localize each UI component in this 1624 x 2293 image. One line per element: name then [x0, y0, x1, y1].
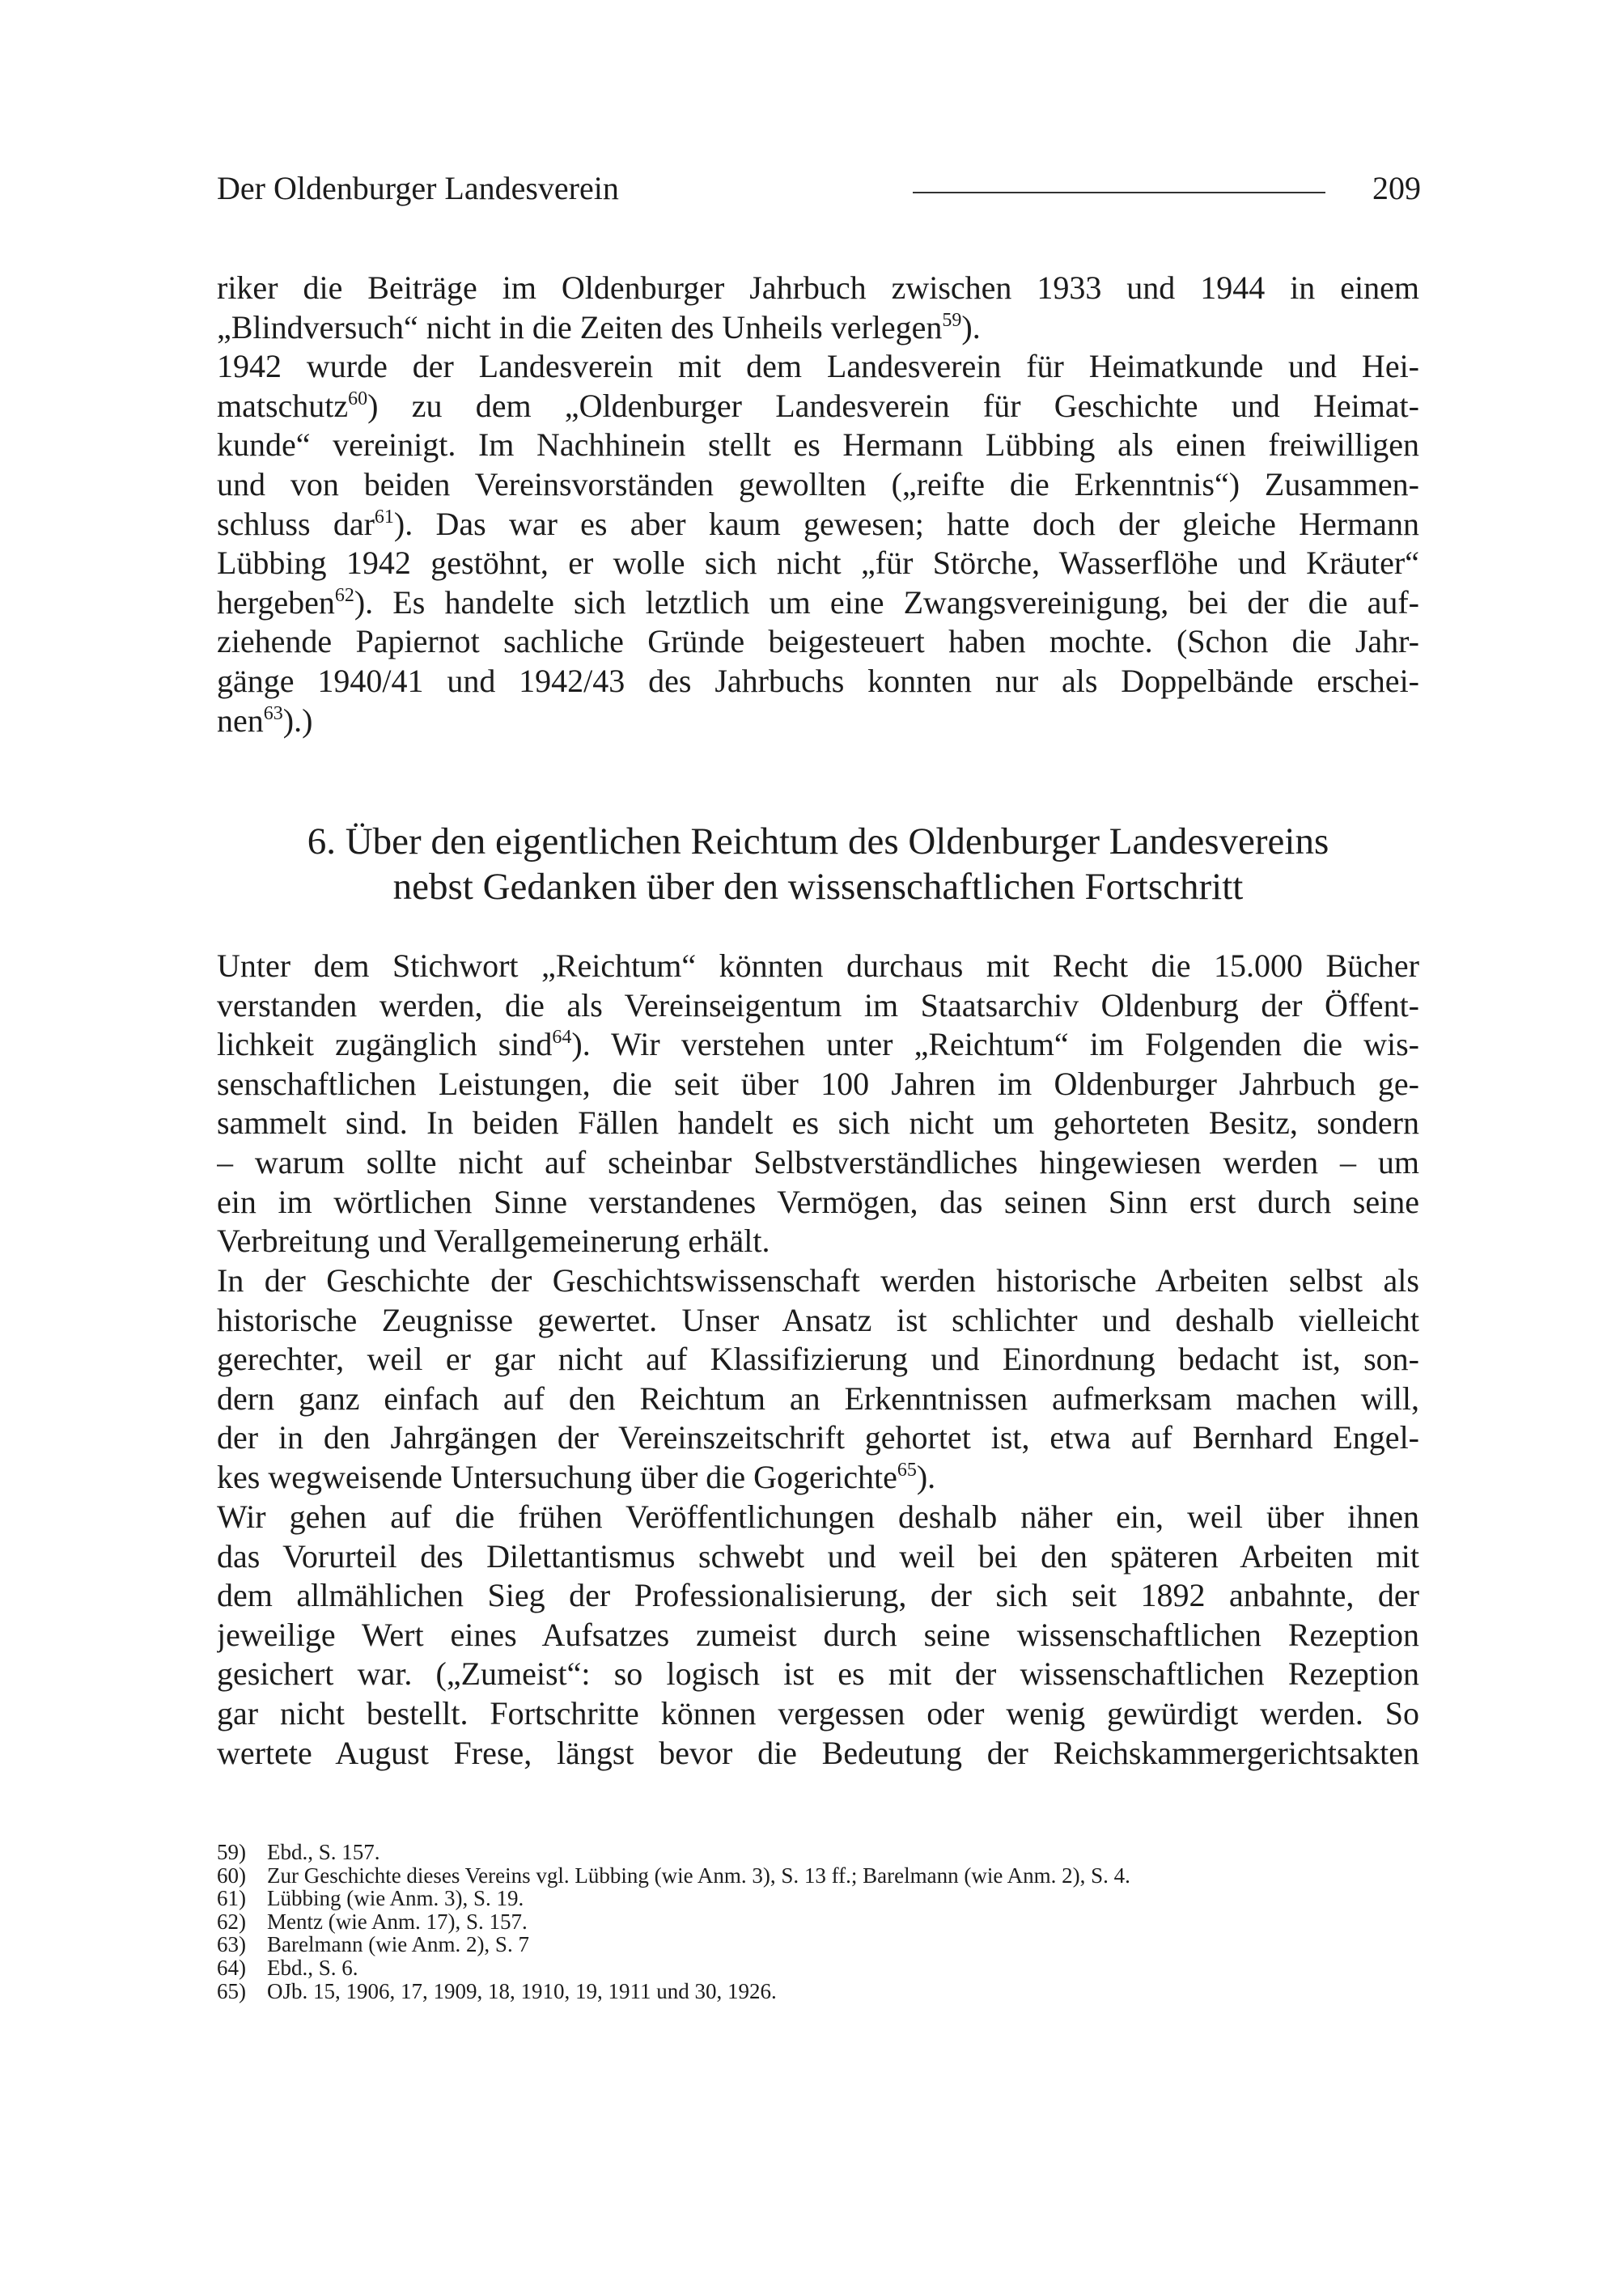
footnote-number: 63) — [217, 1932, 246, 1957]
paragraph — [217, 1498, 1419, 1773]
text-line: gänge 1940/41 und 1942/43 des Jahrbuchs konnten nur als Doppelbände erschei- — [217, 662, 1419, 699]
footnote-number: 65) — [217, 1978, 246, 2003]
footnote-ref: 60 — [348, 388, 368, 409]
text-line: kunde“ vereinigt. Im Nachhinein stellt es Hermann Lübbing als einen freiwilligen — [217, 426, 1419, 464]
footnote-text: Ebd., S. 6. — [267, 1955, 358, 1980]
text-line: senschaftlichen Leistungen, die seit über 100 Jahren im Oldenburger Jahrbuch ge- — [217, 1065, 1419, 1102]
footnote — [217, 1956, 1431, 1980]
section-heading-line: 6. Über den eigentlichen Reichtum des Oldenburger Landesvereins — [307, 820, 1329, 863]
text-line: schluss dar$^{61}$). Das war es aber kaum gewesen; hatte doch der gleiche Hermann — [217, 505, 1419, 542]
text-line: ziehende Papiernot sachliche Gründe beigesteuert haben mochte. (Schon die Jahr- — [217, 623, 1419, 660]
footnote-ref: 59 — [942, 309, 962, 331]
footnote-number: 62) — [217, 1909, 246, 1934]
text-line: lichkeit zugänglich sind$^{64}$). Wir verstehen unter „Reichtum“ im Folgenden die wis- — [217, 1026, 1419, 1063]
paragraph-continuation — [217, 269, 1419, 740]
text-line: dem allmählichen Sieg der Professionalisierung, der sich seit 1892 anbahnte, der — [217, 1577, 1419, 1614]
footnote-ref: 64 — [552, 1027, 572, 1049]
footnote-text: Zur Geschichte dieses Vereins vgl. Lübbing (wie Anm. 3), S. 13 ff.; Barelmann (wie Anm. 2), S. 4. — [267, 1863, 1130, 1888]
footnote-text: Barelmann (wie Anm. 2), S. 7 — [267, 1932, 529, 1957]
footnote-number: 61) — [217, 1886, 246, 1911]
text-line: Wir gehen auf die frühen Veröffentlichungen deshalb näher ein, weil über ihnen — [217, 1498, 1419, 1535]
paragraph — [217, 947, 1419, 1261]
running-head-rule — [913, 192, 1325, 193]
footnote — [217, 1841, 1431, 1864]
text-line: verstanden werden, die als Vereinseigentum im Staatsarchiv Oldenburg der Öffent- — [217, 986, 1419, 1024]
text-line: – warum sollte nicht auf scheinbar Selbstverständliches hingewiesen werden – um — [217, 1143, 1419, 1180]
paragraph — [217, 1261, 1419, 1498]
footnote-text: Ebd., S. 157. — [267, 1840, 380, 1864]
section-heading — [217, 819, 1419, 909]
footnote — [217, 1864, 1431, 1888]
footnote — [217, 1980, 1431, 2003]
footnote-number: 60) — [217, 1863, 246, 1888]
text-line: das Vorurteil des Dilettantismus schwebt und weil bei den späteren Arbeiten mit — [217, 1537, 1419, 1575]
text-line: dern ganz einfach auf den Reichtum an Erkenntnissen aufmerksam machen will, — [217, 1380, 1419, 1417]
footnote — [217, 1933, 1431, 1956]
text-line: 1942 wurde der Landesverein mit dem Landesverein für Heimatkunde und Hei- — [217, 348, 1419, 385]
text-line: kes wegweisende Untersuchung über die Gogerichte$^{65}$). — [217, 1458, 936, 1495]
running-head-title: Der Oldenburger Landesverein — [217, 170, 619, 206]
footnotes — [217, 1841, 1431, 2003]
footnote-text: OJb. 15, 1906, 17, 1909, 18, 1910, 19, 1911 und 30, 1926. — [267, 1978, 777, 2003]
footnote-ref: 62 — [334, 584, 354, 606]
text-line: „Blindversuch“ nicht in die Zeiten des Unheils verlegen$^{59}$). — [217, 308, 981, 345]
text-line: In der Geschichte der Geschichtswissenschaft werden historische Arbeiten selbst als — [217, 1262, 1419, 1299]
running-head — [217, 168, 1421, 209]
footnote-ref: 63 — [263, 702, 283, 724]
text-line: jeweilige Wert eines Aufsatzes zumeist durch seine wissenschaftlichen Rezeption — [217, 1616, 1419, 1653]
text-line: historische Zeugnisse gewertet. Unser Ansatz ist schlichter und deshalb vielleicht — [217, 1301, 1419, 1338]
text-line: ein im wörtlichen Sinne verstandenes Vermögen, das seinen Sinn erst durch seine — [217, 1183, 1419, 1220]
footnote-number: 64) — [217, 1955, 246, 1980]
text-line: der in den Jahrgängen der Vereinszeitschrift gehortet ist, etwa auf Bernhard Engel- — [217, 1419, 1419, 1456]
section-heading-line: nebst Gedanken über den wissenschaftlichen Fortschritt — [392, 866, 1244, 908]
footnote-text: Lübbing (wie Anm. 3), S. 19. — [267, 1886, 524, 1911]
text-line: riker die Beiträge im Oldenburger Jahrbuch zwischen 1933 und 1944 in einem — [217, 269, 1419, 306]
text-line: und von beiden Vereinsvorständen gewollten („reifte die Erkenntnis“) Zusammen- — [217, 465, 1419, 502]
text-line: matschutz$^{60}$) zu dem „Oldenburger Landesverein für Geschichte und Heimat- — [217, 387, 1419, 424]
text-line: Lübbing 1942 gestöhnt, er wolle sich nicht „für Störche, Wasserflöhe und Kräuter“ — [217, 545, 1419, 582]
footnote-ref: 65 — [897, 1459, 917, 1481]
text-line: Unter dem Stichwort „Reichtum“ könnten durchaus mit Recht die 15.000 Bücher — [217, 947, 1419, 984]
text-line: hergeben$^{62}$). Es handelte sich letztlich um eine Zwangsvereinigung, bei der die auf- — [217, 583, 1419, 621]
footnote-ref: 61 — [374, 506, 394, 528]
footnote — [217, 1910, 1431, 1934]
footnote-number: 59) — [217, 1840, 246, 1864]
text-line: Verbreitung und Verallgemeinerung erhält. — [217, 1223, 770, 1260]
text-line: gar nicht bestellt. Fortschritte können vergessen oder wenig gewürdigt werden. So — [217, 1694, 1419, 1731]
page-number: 209 — [1372, 170, 1421, 206]
text-line: gesichert war. („Zumeist“: so logisch ist es mit der wissenschaftlichen Rezeption — [217, 1655, 1419, 1693]
footnote — [217, 1887, 1431, 1910]
text-line: nen$^{63}$).) — [217, 701, 313, 739]
text-line: sammelt sind. In beiden Fällen handelt es sich nicht um gehorteten Besitz, sondern — [217, 1104, 1419, 1142]
text-line: wertete August Frese, längst bevor die Bedeutung der Reichskammergerichtsakten — [217, 1734, 1419, 1771]
text-line: gerechter, weil er gar nicht auf Klassifizierung und Einordnung bedacht ist, son- — [217, 1341, 1419, 1378]
footnote-text: Mentz (wie Anm. 17), S. 157. — [267, 1909, 528, 1934]
